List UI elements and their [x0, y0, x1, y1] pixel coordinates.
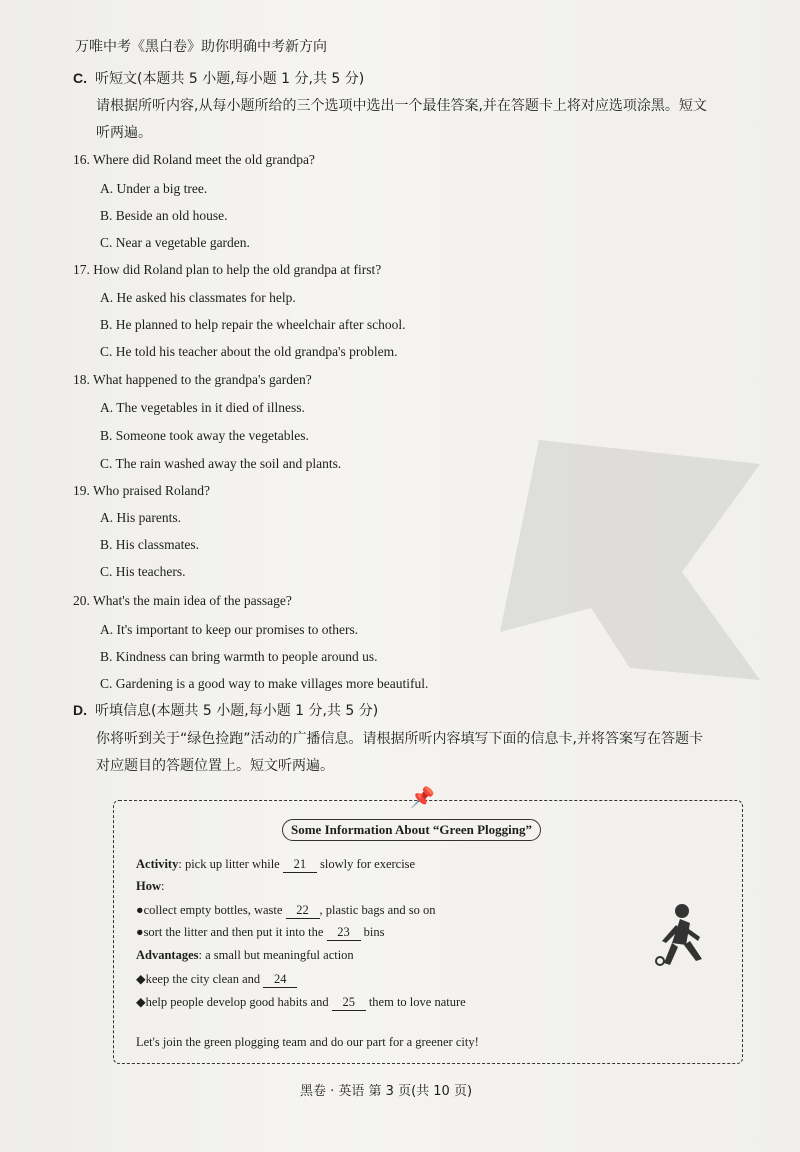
- how-key: How: [136, 879, 161, 893]
- how-item-1: [136, 903, 436, 919]
- section-c-letter: C.: [73, 70, 87, 86]
- plogger-icon: [650, 901, 710, 981]
- blank-22: 22: [286, 903, 320, 919]
- diamond-icon: ◆: [136, 995, 146, 1009]
- diamond-icon: ◆: [136, 972, 146, 986]
- pin-icon: 📌: [410, 787, 435, 809]
- question-19: 19. Who praised Roland?: [73, 483, 210, 498]
- blank-23: 23: [327, 925, 361, 941]
- q18-option-c: C. The rain washed away the soil and plants.: [100, 456, 342, 471]
- section-d-instruction-1: 你将听到关于“绿色捡跑”活动的广播信息。请根据所听内容填写下面的信息卡,并将答案写在答题卡: [96, 731, 703, 747]
- page-footer: 黑卷 · 英语 第 3 页(共 10 页): [300, 1084, 473, 1099]
- bullet-icon: ●: [136, 925, 144, 939]
- section-c-heading: [73, 68, 364, 88]
- blank-24: 24: [263, 972, 297, 988]
- q16-option-a: A. Under a big tree.: [100, 181, 208, 196]
- q20-option-a: A. It's important to keep our promises to others.: [100, 622, 359, 637]
- question-17: 17. How did Roland plan to help the old grandpa at first?: [73, 262, 382, 277]
- adv2-text-b: them to love nature: [365, 995, 466, 1009]
- q20-option-b: B. Kindness can bring warmth to people around us.: [100, 649, 378, 664]
- section-d-instruction-2: 对应题目的答题位置上。短文听两遍。: [96, 758, 334, 774]
- info-card: [113, 787, 743, 1064]
- question-16: 16. Where did Roland meet the old grandpa?: [73, 152, 315, 167]
- bullet-icon: ●: [136, 903, 144, 917]
- q17-option-c: C. He told his teacher about the old grandpa's problem.: [100, 344, 398, 359]
- bleed-through-watermark: [500, 440, 760, 680]
- closing-line: Let's join the green plogging team and do our part for a greener city!: [136, 1035, 479, 1049]
- adv2-text-a: help people develop good habits and: [145, 995, 332, 1009]
- how-colon: :: [161, 879, 165, 893]
- activity-key: Activity: [136, 857, 179, 871]
- adv1-text: keep the city clean and: [145, 972, 264, 986]
- question-20: 20. What's the main idea of the passage?: [73, 593, 292, 608]
- q18-option-a: A. The vegetables in it died of illness.: [100, 400, 305, 415]
- how-line: [136, 879, 164, 894]
- advantage-item-2: [136, 994, 466, 1011]
- how1-text-b: , plastic bags and so on: [319, 903, 436, 917]
- q19-option-b: B. His classmates.: [100, 537, 199, 552]
- section-c-instruction-1: 请根据所听内容,从每小题所给的三个选项中选出一个最佳答案,并在答题卡上将对应选项涂黑。短文: [96, 98, 707, 114]
- q18-option-b: B. Someone took away the vegetables.: [100, 428, 309, 443]
- section-c-instruction-2: 听两遍。: [96, 125, 152, 141]
- how2-text-b: bins: [360, 925, 385, 939]
- activity-text-b: slowly for exercise: [316, 857, 416, 871]
- q19-option-c: C. His teachers.: [100, 564, 186, 579]
- question-18: 18. What happened to the grandpa's garden?: [73, 372, 312, 387]
- how1-text-a: collect empty bottles, waste: [143, 903, 286, 917]
- q16-option-c: C. Near a vegetable garden.: [100, 235, 250, 250]
- advantages-line: [136, 948, 354, 963]
- q20-option-c: C. Gardening is a good way to make villages more beautiful.: [100, 676, 429, 691]
- how-item-2: [136, 925, 384, 941]
- q17-option-b: B. He planned to help repair the wheelchair after school.: [100, 317, 406, 332]
- how2-text-a: sort the litter and then put it into the: [143, 925, 327, 939]
- advantages-key: Advantages: [136, 948, 199, 962]
- blank-25: 25: [332, 995, 366, 1011]
- page-header: 万唯中考《黑白卷》助你明确中考新方向: [75, 39, 327, 55]
- q16-option-b: B. Beside an old house.: [100, 208, 228, 223]
- advantages-text: : a small but meaningful action: [198, 948, 354, 962]
- info-card-title: Some Information About “Green Plogging”: [282, 819, 541, 841]
- activity-line: [136, 857, 415, 873]
- blank-21: 21: [283, 857, 317, 873]
- activity-text-a: : pick up litter while: [178, 857, 283, 871]
- section-d-letter: D.: [73, 702, 87, 718]
- advantage-item-1: [136, 971, 297, 988]
- section-d-heading: [73, 700, 378, 720]
- section-d-title: 听填信息(本题共 5 小题,每小题 1 分,共 5 分): [95, 703, 379, 719]
- section-c-title: 听短文(本题共 5 小题,每小题 1 分,共 5 分): [95, 71, 365, 87]
- q19-option-a: A. His parents.: [100, 510, 181, 525]
- q17-option-a: A. He asked his classmates for help.: [100, 290, 296, 305]
